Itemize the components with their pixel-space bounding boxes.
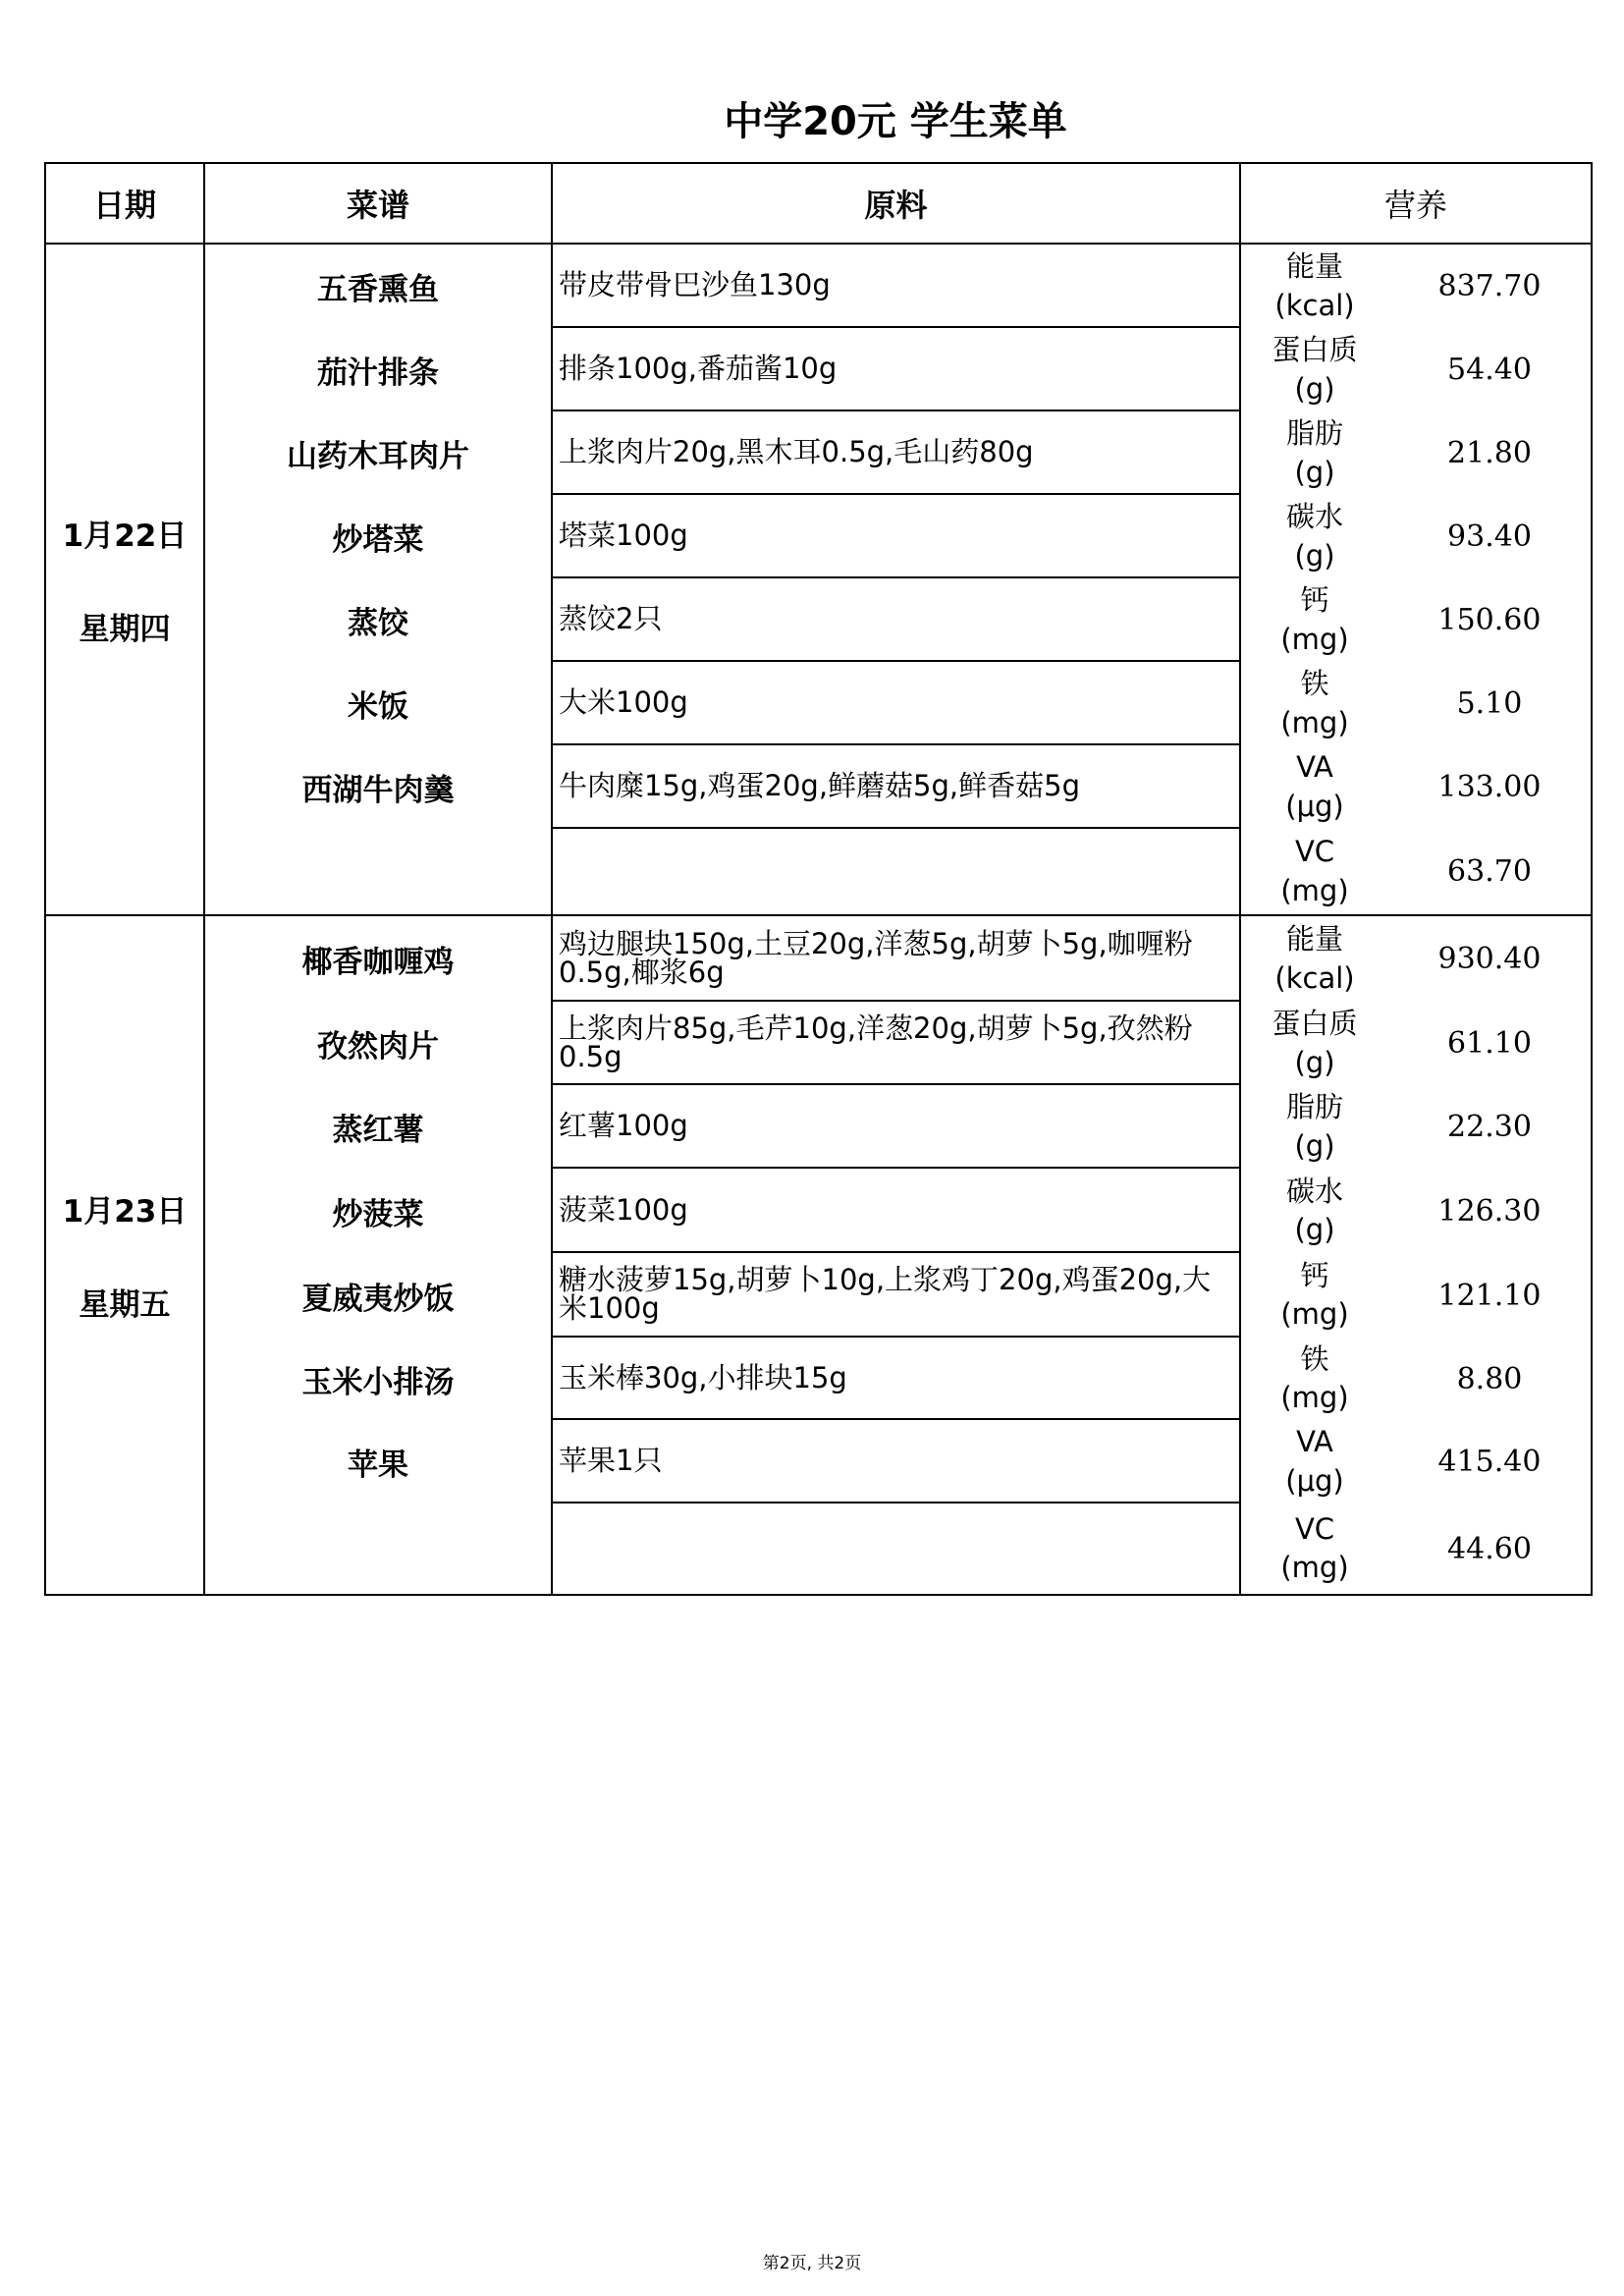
nutrition-row	[1241, 578, 1591, 662]
nutrient-value: 44.60	[1447, 1531, 1532, 1566]
dish-name: 椰香咖喱鸡	[301, 945, 455, 980]
weekday-text: 星期五	[79, 1287, 171, 1323]
nutrient-value: 837.70	[1437, 269, 1542, 303]
dish-name: 炒塔菜	[332, 522, 424, 558]
nutrient-value: 415.40	[1437, 1445, 1542, 1479]
nutrition-column	[1241, 916, 1591, 1594]
nutrient-value: 22.30	[1447, 1110, 1532, 1144]
nutrient-unit: (μg)	[1285, 1463, 1344, 1498]
nutrition-row	[1241, 411, 1591, 495]
ingredient-cell: 玉米棒30g,小排块15g	[553, 1338, 1239, 1420]
nutrient-name: 碳水	[1285, 1174, 1343, 1208]
ingredient-column	[553, 916, 1241, 1594]
menu-table	[44, 162, 1593, 1596]
nutrient-name: 钙	[1300, 583, 1329, 618]
ingredient-column	[553, 245, 1241, 914]
nutrient-unit: (mg)	[1280, 705, 1349, 739]
dish-name: 蒸饺	[348, 606, 408, 641]
ingredient-cell: 糖水菠萝15g,胡萝卜10g,上浆鸡丁20g,鸡蛋20g,大米100g	[553, 1253, 1239, 1338]
nutrient-value: 54.40	[1447, 353, 1532, 387]
nutrient-name: 能量	[1285, 249, 1343, 284]
day-section	[46, 916, 1591, 1594]
nutrient-unit: (g)	[1294, 1128, 1335, 1163]
nutrient-value: 8.80	[1456, 1361, 1523, 1396]
nutrient-name: 铁	[1300, 667, 1329, 701]
dish-name: 炒菠菜	[332, 1196, 424, 1232]
page-title: 中学20元 学生菜单	[724, 99, 1067, 144]
ingredient-cell: 带皮带骨巴沙鱼130g	[553, 245, 1239, 328]
nutrient-name: 蛋白质	[1272, 333, 1358, 367]
nutrient-unit: (g)	[1294, 1045, 1335, 1079]
nutrient-unit: (g)	[1294, 455, 1335, 489]
nutrition-row	[1241, 1253, 1591, 1338]
ingredient-cell: 蒸饺2只	[553, 578, 1239, 662]
dish-column	[205, 245, 553, 914]
nutrition-row	[1241, 495, 1591, 578]
nutrient-name: 脂肪	[1285, 1090, 1343, 1124]
ingredient-cell: 上浆肉片85g,毛芹10g,洋葱20g,胡萝卜5g,孜然粉0.5g	[553, 1002, 1239, 1085]
nutrient-unit: (kcal)	[1274, 960, 1355, 995]
nutrient-name: VA	[1296, 1425, 1333, 1459]
nutrition-row	[1241, 1085, 1591, 1169]
nutrient-name: 钙	[1300, 1258, 1329, 1292]
nutrient-value: 930.40	[1437, 942, 1542, 976]
dish-name: 五香熏鱼	[317, 272, 439, 307]
nutrient-name: 铁	[1300, 1341, 1329, 1376]
nutrient-name: 碳水	[1285, 500, 1343, 534]
weekday-text: 星期四	[79, 612, 171, 647]
nutrition-row	[1241, 745, 1591, 829]
nutrient-value: 21.80	[1447, 436, 1532, 470]
date-cell	[46, 916, 205, 1594]
nutrient-unit: (g)	[1294, 1213, 1335, 1246]
dish-name: 玉米小排汤	[301, 1364, 455, 1400]
dish-name: 苹果	[348, 1448, 408, 1483]
nutrient-value: 93.40	[1447, 519, 1532, 554]
ingredient-cell: 牛肉糜15g,鸡蛋20g,鲜蘑菇5g,鲜香菇5g	[553, 745, 1239, 829]
dish-name: 夏威夷炒饭	[301, 1281, 455, 1317]
nutrient-value: 126.30	[1437, 1193, 1542, 1229]
nutrient-unit: (kcal)	[1274, 288, 1355, 322]
nutrient-value: 121.10	[1437, 1278, 1542, 1313]
nutrition-row	[1241, 1169, 1591, 1253]
nutrient-name: VC	[1294, 835, 1335, 869]
nutrient-unit: (mg)	[1280, 873, 1349, 907]
nutrition-row	[1241, 662, 1591, 745]
nutrient-value: 63.70	[1447, 854, 1532, 889]
nutrient-name: 蛋白质	[1272, 1007, 1358, 1041]
table-header	[46, 164, 1591, 245]
nutrient-name: VC	[1294, 1511, 1335, 1546]
nutrition-row	[1241, 1002, 1591, 1085]
nutrient-name: 脂肪	[1285, 416, 1343, 451]
ingredient-cell	[553, 1503, 1239, 1594]
ingredient-cell: 上浆肉片20g,黑木耳0.5g,毛山药80g	[553, 411, 1239, 495]
nutrient-value: 150.60	[1437, 603, 1542, 637]
nutrient-value: 133.00	[1437, 770, 1542, 804]
header-ingredients: 原料	[553, 164, 1241, 243]
nutrient-value: 61.10	[1447, 1026, 1532, 1061]
nutrition-row	[1241, 829, 1591, 914]
ingredient-cell: 鸡边腿块150g,土豆20g,洋葱5g,胡萝卜5g,咖喱粉0.5g,椰浆6g	[553, 916, 1239, 1002]
nutrition-row	[1241, 245, 1591, 328]
nutrition-row	[1241, 1420, 1591, 1503]
date-text: 1月22日	[62, 519, 188, 554]
nutrition-row	[1241, 1503, 1591, 1594]
nutrient-unit: (mg)	[1280, 1381, 1349, 1414]
ingredient-cell: 大米100g	[553, 662, 1239, 745]
nutrient-unit: (g)	[1294, 371, 1335, 406]
nutrient-value: 5.10	[1456, 686, 1523, 721]
nutrient-name: VA	[1296, 750, 1333, 785]
nutrition-column	[1241, 245, 1591, 914]
date-cell	[46, 245, 205, 914]
ingredient-cell: 红薯100g	[553, 1085, 1239, 1169]
ingredient-cell: 排条100g,番茄酱10g	[553, 328, 1239, 411]
nutrient-unit: (μg)	[1285, 789, 1344, 823]
dish-name: 孜然肉片	[317, 1029, 439, 1065]
day-section	[46, 245, 1591, 916]
dish-name: 蒸红薯	[332, 1113, 424, 1148]
header-dish: 菜谱	[205, 164, 553, 243]
nutrient-unit: (mg)	[1280, 1297, 1349, 1331]
nutrient-name: 能量	[1285, 922, 1343, 957]
ingredient-cell: 苹果1只	[553, 1420, 1239, 1503]
nutrition-row	[1241, 1338, 1591, 1420]
header-date: 日期	[46, 164, 205, 243]
nutrition-row	[1241, 328, 1591, 411]
nutrient-unit: (mg)	[1280, 622, 1349, 656]
header-nutrition: 营养	[1383, 187, 1447, 224]
dish-name: 米饭	[348, 689, 408, 725]
nutrient-unit: (mg)	[1280, 1551, 1349, 1584]
nutrient-unit: (g)	[1294, 538, 1335, 573]
dish-name: 茄汁排条	[317, 355, 439, 391]
ingredient-cell: 菠菜100g	[553, 1169, 1239, 1253]
ingredient-cell	[553, 829, 1239, 914]
nutrition-row	[1241, 916, 1591, 1002]
ingredient-cell: 塔菜100g	[553, 495, 1239, 578]
dish-name	[205, 1503, 551, 1594]
page-footer: 第2页, 共2页	[762, 2254, 862, 2273]
dish-name	[205, 829, 551, 914]
dish-name: 山药木耳肉片	[287, 439, 469, 474]
dish-name: 西湖牛肉羹	[301, 773, 455, 808]
dish-column	[205, 916, 553, 1594]
date-text: 1月23日	[62, 1194, 188, 1230]
